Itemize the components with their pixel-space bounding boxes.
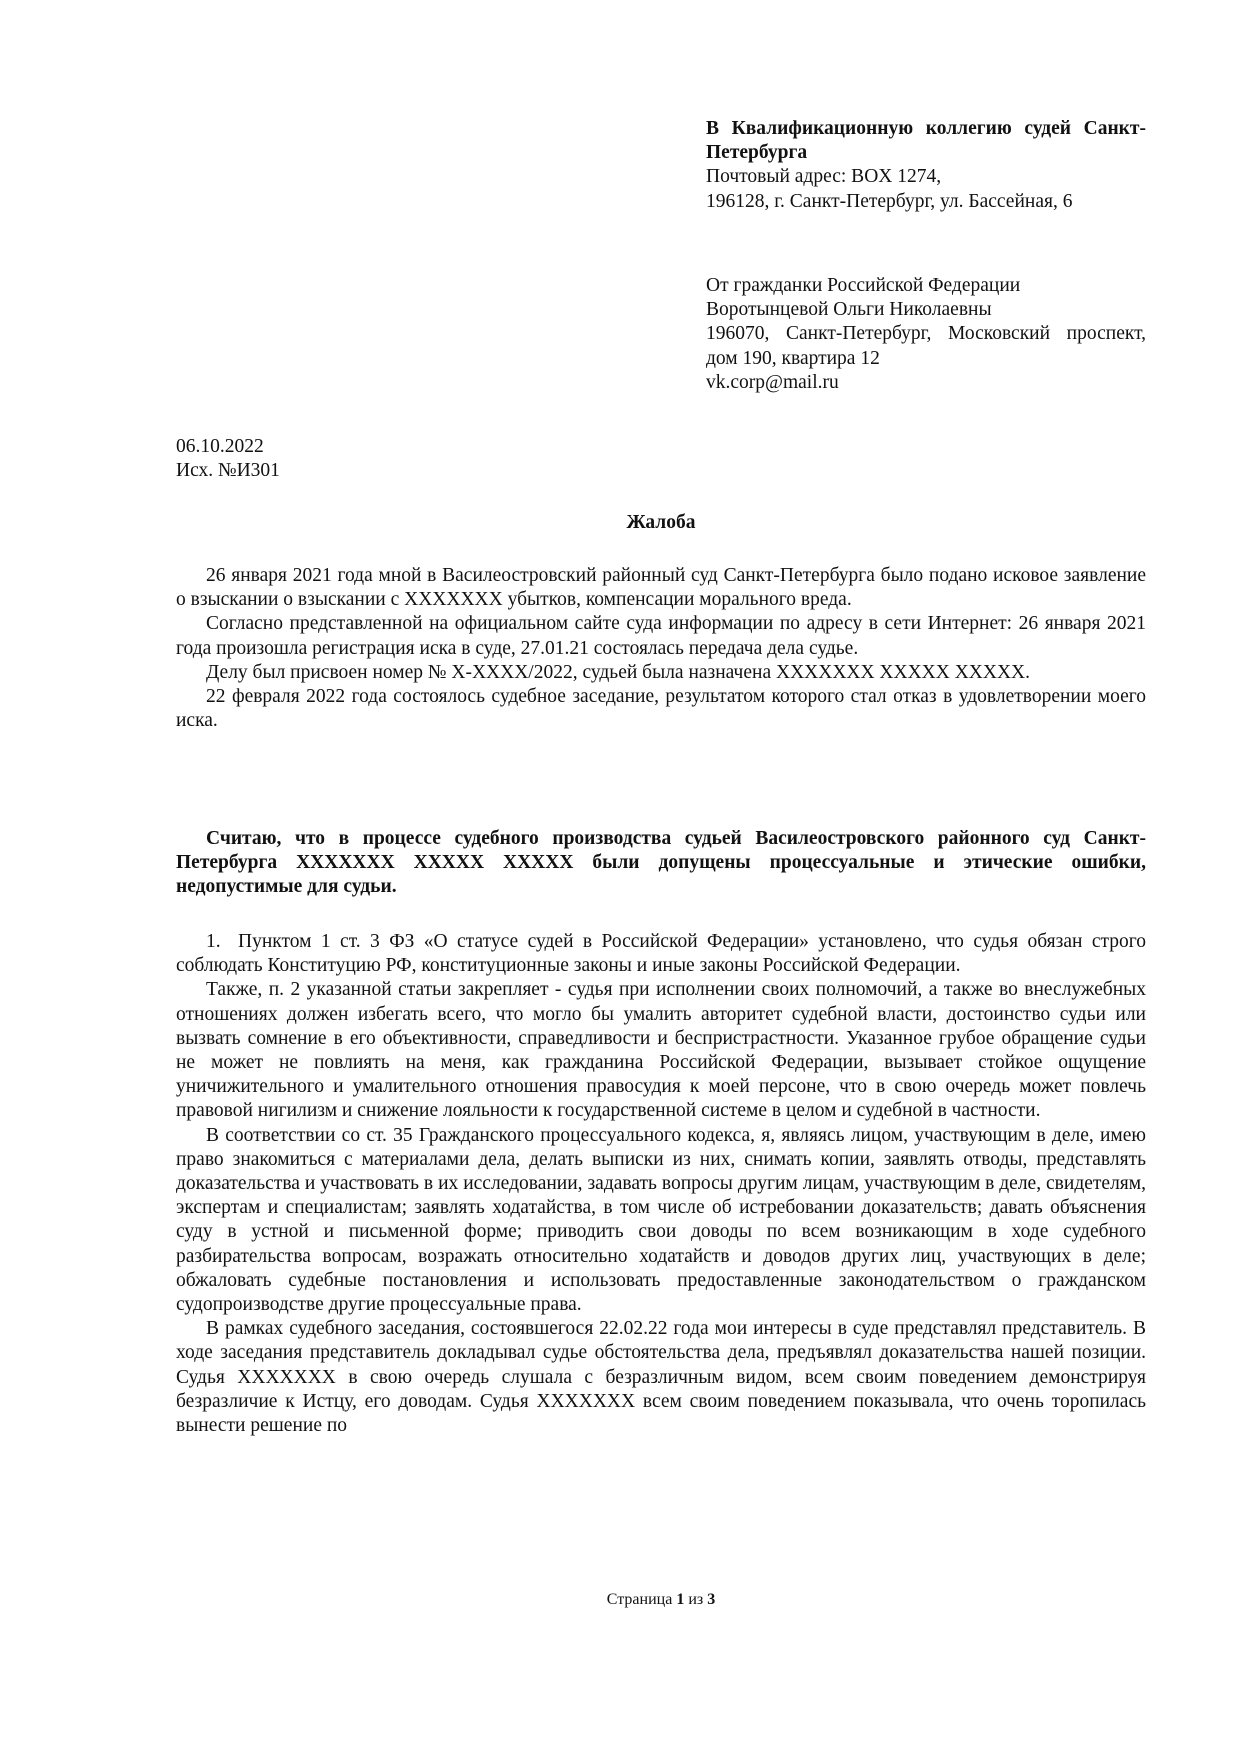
paragraph: 26 января 2021 года мной в Василеостровский районный суд Санкт-Петербурга было подано исковое заявление о взыскании о взыскании с XXXXXXX убытков, компенсации морального вреда.: [176, 565, 1146, 611]
page-current: 1: [676, 1591, 685, 1608]
arguments-section: [176, 930, 1146, 1438]
document-title: Жалоба: [626, 512, 696, 533]
sender-name: Воротынцевой Ольги Николаевны: [706, 299, 992, 321]
claim-statement: [176, 827, 1146, 900]
item-number: 1.: [206, 931, 221, 952]
item-text: Пунктом 1 ст. 3 ФЗ «О статусе судей в Российской Федерации» установлено, что судья обязан строго соблюдать Конституцию РФ, конституционные законы и иные законы Российской Федерации.: [176, 931, 1146, 977]
claim-text: Считаю, что в процессе судебного производства судьей Василеостровского районного суд Санкт-Петербурга XXXXXXX XXXXX XXXXX были допущены процессуальные и этические ошибки, недопустимые для судьи.: [176, 828, 1146, 898]
paragraph: В рамках судебного заседания, состоявшегося 22.02.22 года мои интересы в суде представлял представитель. В ходе заседания представитель докладывал судье обстоятельства дела, предъявлял доказательства нашей позиции. Судья XXXXXXX в свою очередь слушала с безразличным видом, всем своим поведением демонстрируя безразличие к Истцу, его доводам. Судья XXXXXXX всем своим поведением показывала, что очень торопилась вынести решение по: [176, 1318, 1146, 1437]
page-of: из: [688, 1591, 704, 1608]
paragraph: В соответствии со ст. 35 Гражданского процессуального кодекса, я, являясь лицом, участвующим в деле, имею право знакомиться с материалами дела, делать выписки из них, снимать копии, заявлять отводы, представлять доказательства и участвовать в их исследовании, задавать вопросы другим лицам, участвующим в деле, свидетелям, экспертам и специалистам; заявлять ходатайства, в том числе об истребовании доказательств; давать объяснения суду в устной и письменной форме; приводить свои доводы по всем возникающим в ходе судебного разбирательства вопросам, возражать относительно ходатайств и доводов других лиц, участвующих в деле; обжаловать судебные постановления и использовать предоставленные законодательством о гражданском судопроизводстве другие процессуальные права.: [176, 1124, 1146, 1316]
paragraph: Также, п. 2 указанной статьи закрепляет - судья при исполнении своих полномочий, а также во внеслужебных отношениях должен избегать всего, что могло бы умалить авторитет судебной власти, достоинство судьи или вызвать сомнение в его объективности, справедливости и беспристрастности. Указанное грубое обращение судьи не может не повлиять на меня, как гражданина Российской Федерации, вызывает стойкое ощущение уничижительного и умалительного отношения правосудия к моей персоне, что в свою очередь может повлечь правовой нигилизм и снижение лояльности к государственной системе в целом и судебной в частности.: [176, 979, 1146, 1122]
sender-address: 196070, Санкт-Петербург, Московский проспект, дом 190, квартира 12: [706, 323, 1146, 369]
sender-citizenship: От гражданки Российской Федерации: [706, 275, 1021, 296]
intro-section: [176, 564, 1146, 733]
sender-email: vk.corp@mail.ru: [706, 371, 839, 393]
document-ref: Исх. №И301: [176, 460, 280, 482]
document-date: 06.10.2022: [176, 436, 264, 457]
addressee-postal: Почтовый адрес: BOX 1274,: [706, 166, 942, 188]
page-label: Страница: [606, 1591, 673, 1608]
numbered-item: [176, 930, 1146, 978]
paragraph: Делу был присвоен номер № X-XXXX/2022, судьей была назначена XXXXXXX XXXXX XXXXX.: [206, 661, 1031, 683]
document-meta: [176, 435, 280, 483]
paragraph: 22 февраля 2022 года состоялось судебное заседание, результатом которого стал отказ в удовлетворении моего иска.: [176, 686, 1146, 732]
addressee-address: 196128, г. Санкт-Петербург, ул. Бассейная, 6: [706, 190, 1073, 212]
page-total: 3: [707, 1591, 716, 1608]
addressee-name: В Квалификационную коллегию судей Санкт-Петербурга: [706, 118, 1146, 164]
addressee-block: [706, 117, 1146, 214]
page-footer: [176, 1588, 1146, 1612]
sender-block: [706, 274, 1146, 395]
paragraph: Согласно представленной на официальном сайте суда информации по адресу в сети Интернет: 26 января 2021 года произошла регистрация иска в суде, 27.01.21 состоялась передача дела судье.: [176, 613, 1146, 659]
